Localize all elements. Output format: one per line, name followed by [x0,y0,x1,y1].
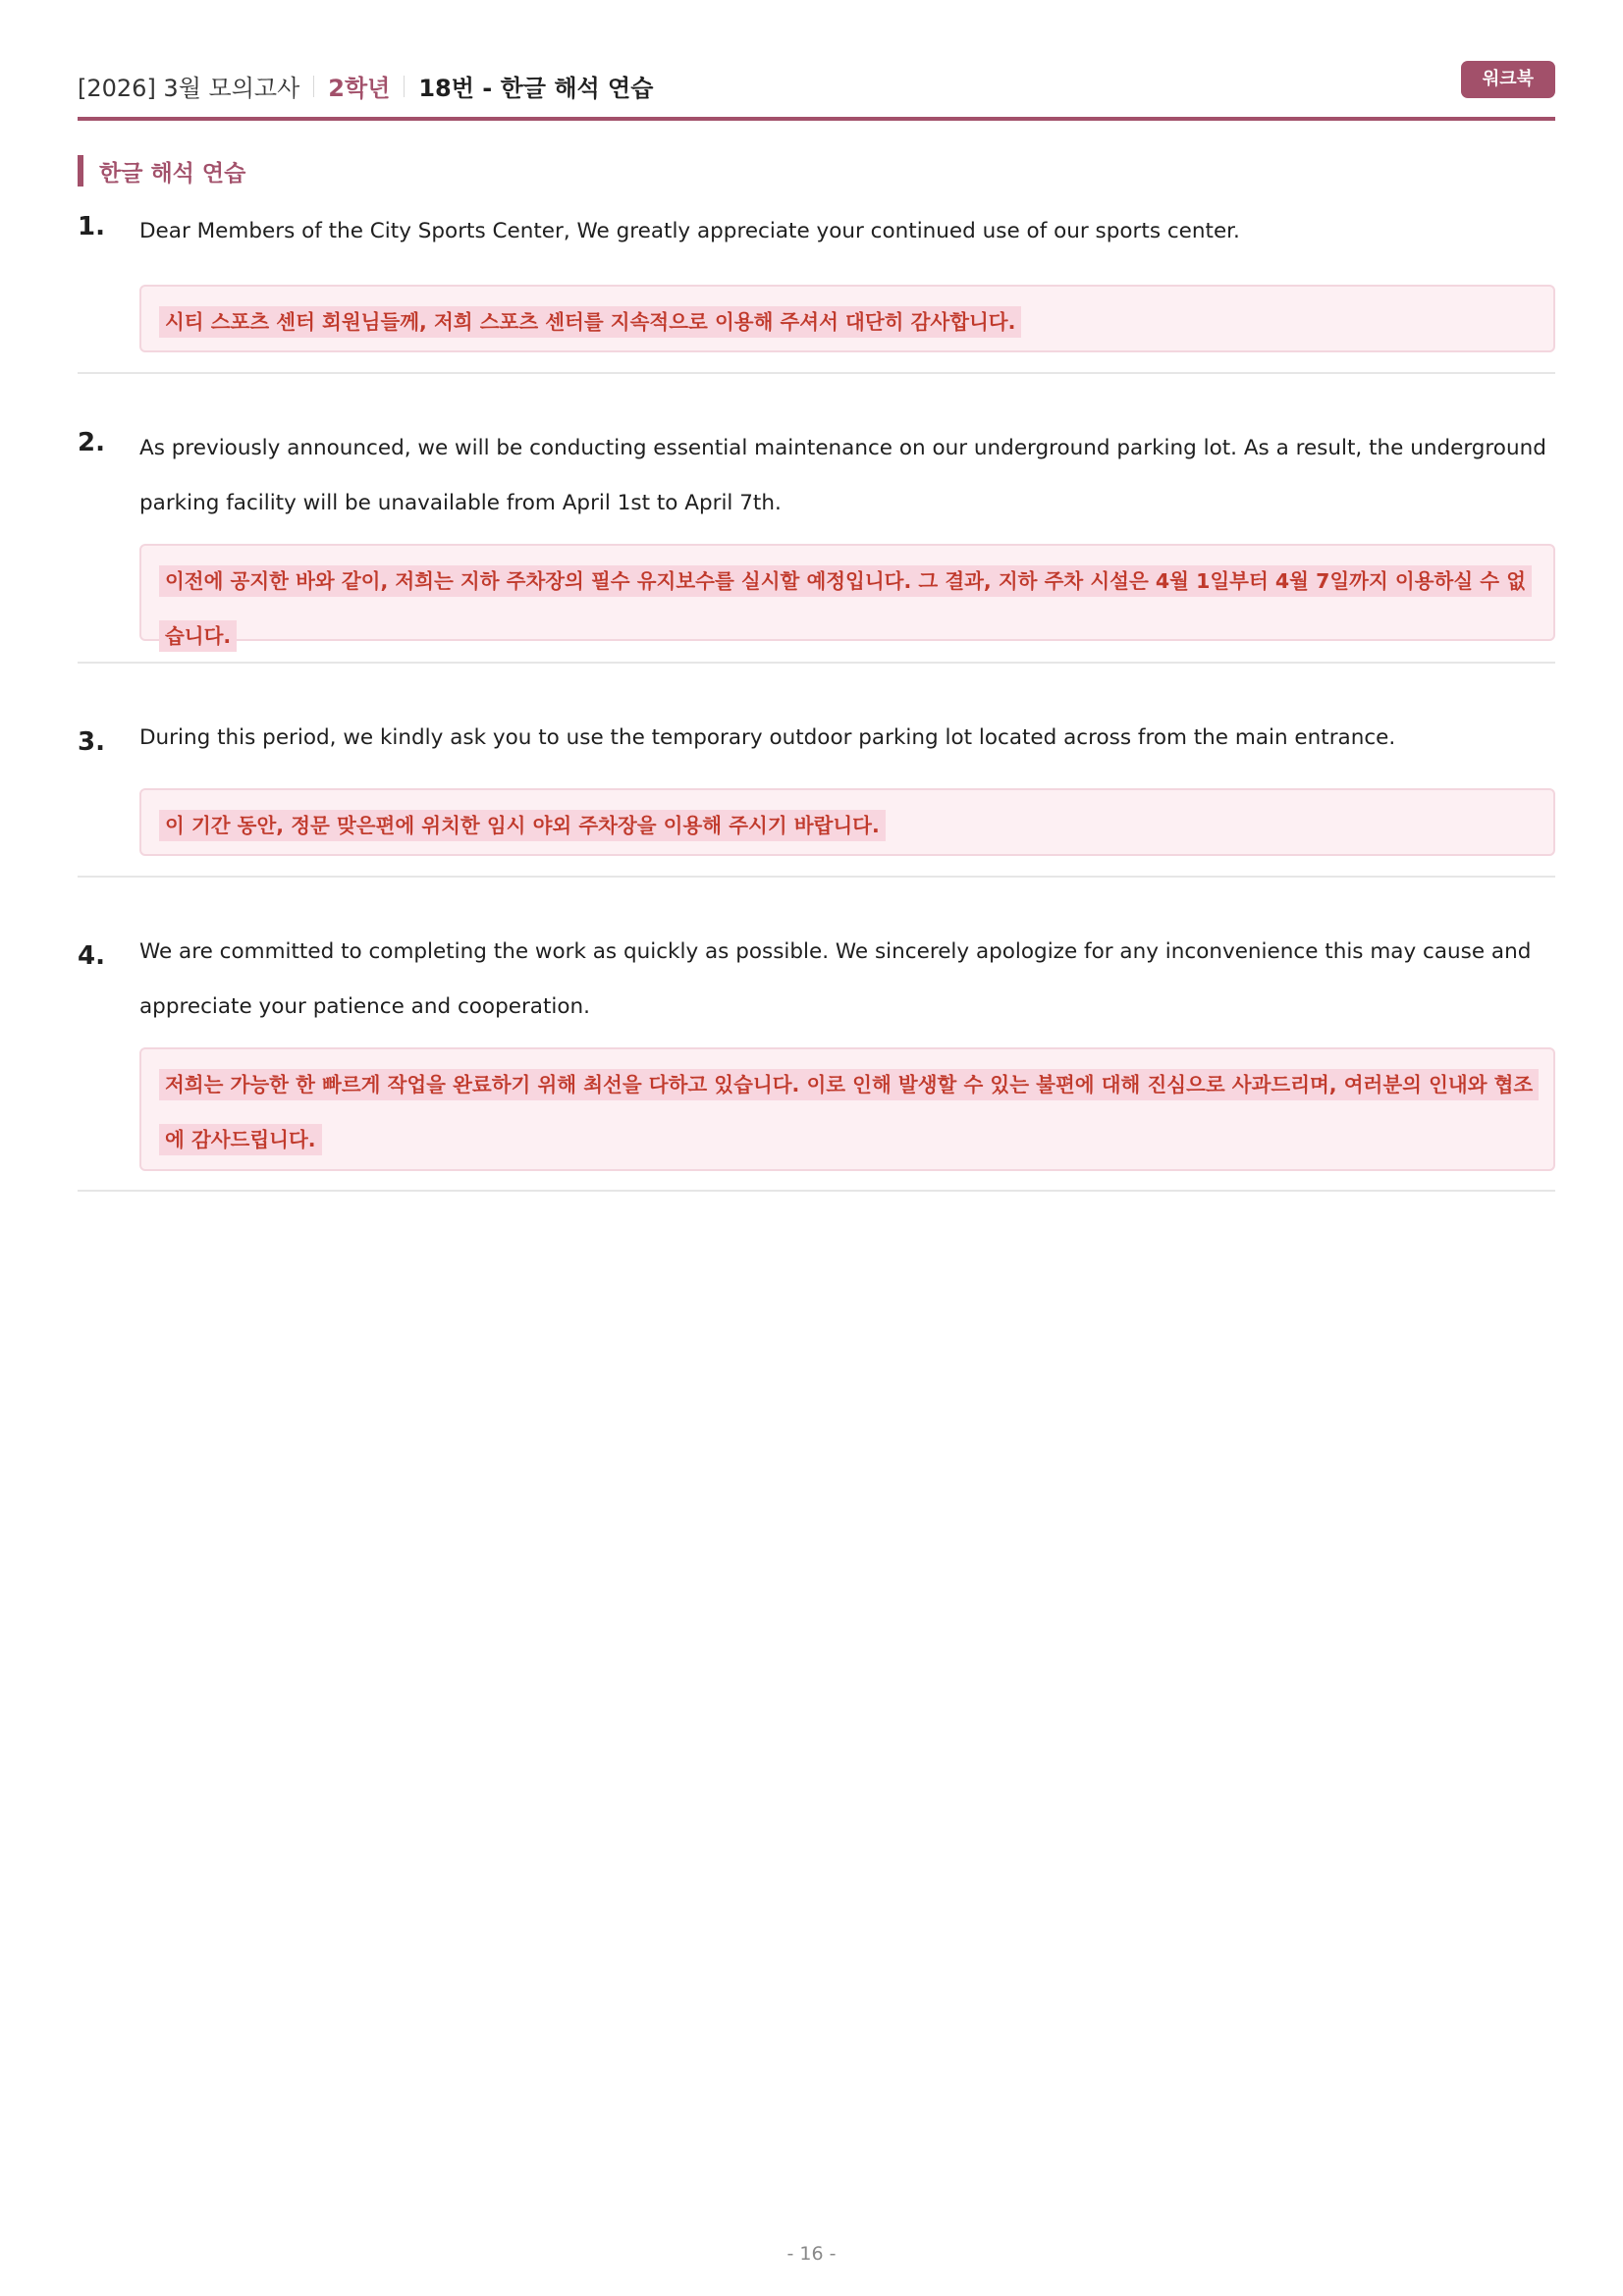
item-divider [78,372,1555,374]
page-title: 18번 - 한글 해석 연습 [418,75,654,102]
english-sentence: During this period, we kindly ask you to use the temporary outdoor parking lot located across from the main entrance. [139,725,1396,750]
section-heading [78,155,245,187]
korean-translation [159,294,1536,349]
breadcrumb-divider [404,76,405,97]
item-number: 3. [78,727,105,757]
item-number: 1. [78,212,105,241]
section-title: 한글 해석 연습 [99,160,246,187]
korean-translation [159,798,1536,853]
korean-translation-text: 이전에 공지한 바와 같이, 저희는 지하 주차장의 필수 유지보수를 실시할 예정입니다. 그 결과, 지하 주차 시설은 4월 1일부터 4월 7일까지 이용하실 수 없습니다. [159,565,1532,652]
page-number: - 16 - [786,2243,837,2265]
korean-translation-box [139,788,1555,856]
breadcrumb-divider [313,76,314,97]
korean-translation-text: 이 기간 동안, 정문 맞은편에 위치한 임시 야외 주차장을 이용해 주시기 바랍니다. [159,810,886,841]
item-number: 4. [78,941,105,971]
item-divider [78,1190,1555,1192]
english-sentence: We are committed to completing the work as quickly as possible. We sincerely apologize for any inconvenience this may cause and appreciate your patience and cooperation. [139,939,1532,1019]
item-divider [78,876,1555,878]
english-sentence: As previously announced, we will be conducting essential maintenance on our underground parking lot. As a result, the underground parking facility will be unavailable from April 1st to April 7th. [139,436,1546,515]
korean-translation [159,554,1536,664]
korean-translation-box [139,1047,1555,1171]
page-header [78,61,1555,118]
grade-label: 2학년 [328,75,391,102]
korean-translation-box [139,544,1555,648]
item-number: 2. [78,428,105,457]
korean-translation-text: 시티 스포츠 센터 회원님들께, 저희 스포츠 센터를 지속적으로 이용해 주셔서 대단히 감사합니다. [159,306,1021,338]
breadcrumb [78,69,653,103]
korean-translation [159,1057,1536,1167]
workbook-badge: 워크북 [1461,61,1555,98]
korean-translation-box [139,285,1555,352]
english-sentence: Dear Members of the City Sports Center, We greatly appreciate your continued use of our sports center. [139,219,1240,243]
exam-label: [2026] 3월 모의고사 [78,75,300,102]
section-accent-bar [78,155,83,187]
korean-translation-text: 저희는 가능한 한 빠르게 작업을 완료하기 위해 최선을 다하고 있습니다. 이로 인해 발생할 수 있는 불편에 대해 진심으로 사과드리며, 여러분의 인내와 협조에 감사드립니다. [159,1069,1539,1155]
header-divider [78,117,1555,121]
item-divider [78,662,1555,664]
